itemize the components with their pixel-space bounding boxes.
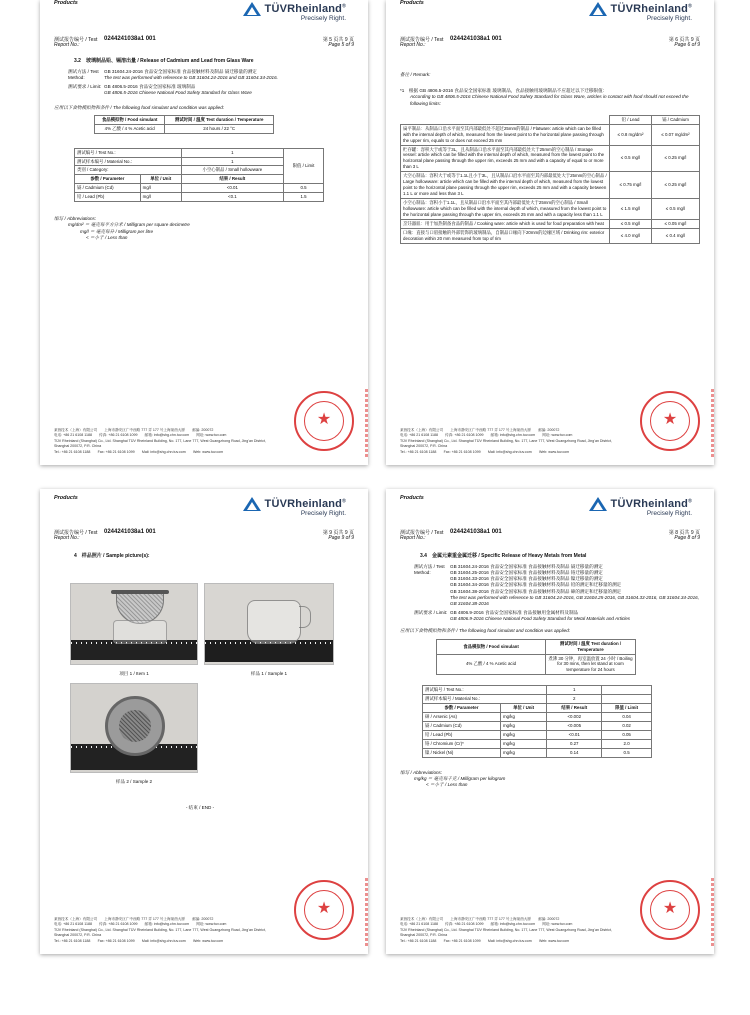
report-page-8: Products TÜVRheinland® Precisely Right. 测试报告编号 / Test 0244241038a1 001 第 8 页共 9 页 Report No.: Page 8 of 9 3.4 金属元素重金属迁移 / Specific Release of Heavy Metals from Metal 测试方法 / Test Method: GB 31604.24-2016 食品安全国家标准 食品接触材料及制品 镉迁移量的测定 GB 31604.25-2016 食品安全国家标准 食品接触材料及制品 铬迁移量的测定 GB 31604.33-2016 食品安全国家标准 食品接触材料及制品 镍迁移量的测定 GB 31604.34-2016 食品安全国家标准 食品接触材料及制品 铅的测定和迁移量的测定 GB 31604.38-2016 食品安全国家标准 食品接触材料及制品 砷的测定和迁移量的测定 The test was performed with reference to GB 31604.24-2016, GB 31604.25-2016, GB 31604.33-2016, GB 31604.34-2016, GB 31604.38-2016 测试要求 / Limit: GB 4806.9-2016 食品安全国家标准 食品接触用金属材料及制品 GB 4806.9-2016 Chinese National Food Safety Standard for Metal Materials and Articles 应用以下食物模拟物和条件 / The following food simulant and condition was applied: 食品模拟物 / Food simulant 测试时间 / 温度 Test duration / Temperature 4% 乙酸 / 4 % Acetic acid 煮沸 30 分钟，再室温放置 24 小时 / Boiling for 30 mins, then let stand at room temperature for 24 hours 测试编号 / Test No.: 1 测试样本编号 / Material No.: 2 参数 / Parameter 单位 / Unit 结果 / Result 限值 / Limit 砷 / Arsenic (As) mg/kg <0.002 0.04 镉 / Cadmium (Cd) mg/kg <0.005 0.02 铅 / Lead (Pb) mg/kg <0.01 0.05 铬 / Chromium (Cr)* mg/kg 0.27 2.0 镍 / Nickel (Ni) mg/kg 0.14 0.5 缩写 / Abbreviations: mg/kg ＝ 毫克每千克 / Milligram per kilogram < ＝小于 / Less than 莱茵技术（上海）有限公司 上海市静安区广中西路 777 弄 177 号上海莱茵大厦 邮编: 200072 电话: +86 21 6108 1188 传真: +86 21 6108 1099 邮箱: info@shg.chn.tuv.com 网址: www.tuv.com TÜV Rheinland (Shanghai) Co., Ltd. Shanghai TÜV Rheinland Building, No. 177, Lane 777, West Guangzhong Road, Jing'an District, Shanghai 200072, P.R. China Tel.: +86 21 6108 1188 Fax: +86 21 6108 1099 Mail: info@shg.chn.tuv.com Web: www.tuv.com ★ [386, 489, 714, 954]
sample-photo-sample-2 [70, 683, 198, 773]
report-number: 0244241038a1 001 [104, 36, 156, 42]
photo-caption-3: 样品 2 / Sample 2 [115, 779, 153, 784]
footer: 莱茵技术（上海）有限公司 上海市静安区广中西路 777 弄 177 号上海莱茵大厦 邮编: 200072 电话: +86 21 6108 1188 传真: +86 21 6108 1099 邮箱: info@shg.chn.tuv.com 网址: www.tuv.com TÜV Rheinland (Shanghai) Co., Ltd. Shanghai TÜV Rheinland Building, No. 177, Lane 777, West Guangzhong Road, Jing'an District, Shanghai 200072, P.R. China Tel.: +86 21 6108 1188 Fax: +86 21 6108 1099 Mail: info@shg.chn.tuv.com Web: www.tuv.com [400, 917, 612, 943]
abbreviations: 缩写 / Abbreviations: mg/dm² ＝ 毫克每平方分米 / Milligram per square decimetre mg/l ＝ 毫克每升 / Milligram per litre < ＝小于 / Less than [54, 216, 190, 240]
sample-photo-sample-1 [204, 583, 334, 665]
limits-table: 铅 / Lead 镉 / Cadmium 扁平制品：从制品口沿水平面至其内部最低处不超过25mm的制品 / Flatware: article which can be filled with the internal depth of which, measured from the lowest point to the horizontal plane passing through the upper rim, equals to or does not exceed 25 mm ≤ 0.8 mg/dm² ≤ 0.07 mg/dm² 贮存罐：容积大于或等于3L，且从制品口沿水平面至其内部最低处大于25mm的空心制品 / Storage vessel: article which can be filled with the internal depth of which, measured from the lowest point to the horizontal plane passing through the upper rim, exceeds 25 mm and with a capacity of equal to or more than 3 L ≤ 0.5 mg/l ≤ 0.25 mg/l 大空心制品：容积大于或等于1.1L且小于3L，且从制品口沿水平面至其内部最低处大于25mm的空心制品 / Large hollowware: article which can be filled with the internal depth of which, measured from the lowest point to the horizontal plane passing through the upper rim, exceeds 25 mm and with a capacity between 1.1 L or more and less than 3 L ≤ 0.75 mg/l ≤ 0.25 mg/l 小空心制品：容积小于1.1L，且从制品口沿水平面至其内部最低处大于25mm的空心制品 / Small hollowware: article which can be filled with the internal depth of which, measured from the lowest point to the horizontal plane passing through the upper rim, exceeds 25 mm and with a capacity less than 1.1 L ≤ 1.5 mg/l ≤ 0.5 mg/l 烹饪器皿：用于加热制备食品的制品 / Cooking ware: article which is used for food preparation with heat ≤ 0.5 mg/l ≤ 0.05 mg/l 口缘：直接与口唇接触的外部装饰的玻璃制品，自制品口缘向下20mm的边缘区域 / Drinking rim: exterior decoration within 20 mm measured from top of rim ≤ 4.0 mg/l ≤ 0.4 mg/l [400, 115, 700, 244]
section-title: 4 样品照片 / Sample picture(s): [74, 553, 150, 559]
footer: 莱茵技术（上海）有限公司 上海市静安区广中西路 777 弄 177 号上海莱茵大厦 邮编: 200072 电话: +86 21 6108 1188 传真: +86 21 6108 1099 邮箱: info@shg.chn.tuv.com 网址: www.tuv.com TÜV Rheinland (Shanghai) Co., Ltd. Shanghai TÜV Rheinland Building, No. 177, Lane 777, West Guangzhong Road, Jing'an District, Shanghai 200072, P.R. China Tel.: +86 21 6108 1188 Fax: +86 21 6108 1099 Mail: info@shg.chn.tuv.com Web: www.tuv.com [400, 428, 612, 454]
footer: 莱茵技术（上海）有限公司 上海市静安区广中西路 777 弄 177 号上海莱茵大厦 邮编: 200072 电话: +86 21 6108 1188 传真: +86 21 6108 1099 邮箱: info@shg.chn.tuv.com 网址: www.tuv.com TÜV Rheinland (Shanghai) Co., Ltd. Shanghai TÜV Rheinland Building, No. 177, Lane 777, West Guangzhong Road, Jing'an District, Shanghai 200072, P.R. China Tel.: +86 21 6108 1188 Fax: +86 21 6108 1099 Mail: info@shg.chn.tuv.com Web: www.tuv.com [54, 428, 266, 454]
report-number: 0244241038a1 001 [450, 36, 502, 42]
condition-intro: 应用以下食物模拟物和条件 / The following food simulant and condition was applied: [54, 104, 225, 110]
tuv-logo: TÜVRheinland® Precisely Right. [243, 497, 346, 517]
condition-table: 食品模拟物 / Food simulant 测试时间 / 温度 Test duration / Temperature 4% 乙酸 / 4 % Acetic acid 24 hours / 22 °C [94, 115, 274, 134]
section-title: 3.2 玻璃制品铅、镉溶出量 / Release of Cadmium and Lead from Glass Ware [74, 58, 254, 64]
company-seal: ★ [294, 880, 354, 940]
table-row: 扁平制品：从制品口沿水平面至其内部最低处不超过25mm的制品 / Flatware: article which can be filled with the internal depth of which, measured from the lowest point to the horizontal plane passing through the upper rim, equals to or does not exceed 25 mm ≤ 0.8 mg/dm² ≤ 0.07 mg/dm² [401, 124, 700, 145]
tuv-triangle-icon [589, 2, 607, 16]
logo-word: TÜVRheinland® [264, 3, 346, 15]
table-row: 铅 / Lead (Pb) mg/kg <0.01 0.05 [423, 731, 652, 740]
photo-caption-2: 样品 1 / Sample 1 [250, 671, 288, 676]
table-row: 砷 / Arsenic (As) mg/kg <0.002 0.04 [423, 713, 652, 722]
table-row: 口缘：直接与口唇接触的外部装饰的玻璃制品，自制品口缘向下20mm的边缘区域 / Drinking rim: exterior decoration within 20 mm measured from top of rim ≤ 4.0 mg/l ≤ 0.4 mg/l [401, 228, 700, 243]
abbreviations: 缩写 / Abbreviations: mg/kg ＝ 毫克每千克 / Milligram per kilogram < ＝小于 / Less than [400, 769, 506, 788]
company-seal: ★ [640, 880, 700, 940]
table-row: 小空心制品：容积小于1.1L，且从制品口沿水平面至其内部最低处大于25mm的空心制品 / Small hollowware: article which can be filled with the internal depth of which, measured from the lowest point to the horizontal plane passing through the upper rim, exceeds 25 mm and with a capacity less than 1.1 L ≤ 1.5 mg/l ≤ 0.5 mg/l [401, 199, 700, 220]
photo-caption-1: 项目 1 / Item 1 [119, 671, 149, 676]
table-row: 镉 / Cadmium (Cd) mg/kg <0.005 0.02 [423, 722, 652, 731]
results-table: 测试编号 / Test No.: 1 限值 / Limit 测试样本编号 / Material No.: 1 类别 / Category: 小空心制品 / Small hollowware 参数 / Parameter 单位 / Unit 结果 / Result 镉 / Cadmium (Cd) mg/l <0.01 0.5 铅 / Lead (Pb) mg/l <0.1 1.5 [74, 148, 324, 203]
table-row: 镍 / Nickel (Ni) mg/kg 0.14 0.5 [423, 748, 652, 757]
logo-tagline: Precisely Right. [300, 15, 346, 22]
page-number-en: Page 5 of 9 [328, 42, 354, 48]
tuv-triangle-icon [243, 2, 261, 16]
table-row: 铬 / Chromium (Cr)* mg/kg 0.27 2.0 [423, 739, 652, 748]
company-seal: ★ [294, 391, 354, 451]
tuv-logo: TÜVRheinland® Precisely Right. [589, 497, 692, 517]
company-seal: ★ [640, 391, 700, 451]
tuv-triangle-icon [589, 497, 607, 511]
seam-seal [365, 878, 368, 948]
seam-seal [365, 389, 368, 459]
header-label: Products [54, 0, 78, 6]
report-page-6: Products TÜVRheinland® Precisely Right. 测试报告编号 / Test 0244241038a1 001 第 6 页共 9 页 Report No.: Page 6 of 9 备注 / Remark: *1 根据 GB 4806.5-2016 食品安全国家标准 玻璃制品，食品接触用玻璃制品不应超过以下迁移限值: According to GB 4806.5-2016 Chinese National Food Safety Standard for Glass Ware, articles in contact with food should not exceed the following limits: 铅 / Lead 镉 / Cadmium 扁平制品：从制品口沿水平面至其内部最低处不超过25mm的制品 / Flatware: article which can be filled with the internal depth of which, measured from the lowest point to the horizontal plane passing through the upper rim, equals to or does not exceed 25 mm ≤ 0.8 mg/dm² ≤ 0.07 mg/dm² 贮存罐：容积大于或等于3L，且从制品口沿水平面至其内部最低处大于25mm的空心制品 / Storage vessel: article which can be filled with the internal depth of which, measured from the lowest point to the horizontal plane passing through the upper rim, exceeds 25 mm and with a capacity of equal to or more than 3 L ≤ 0.5 mg/l ≤ 0.25 mg/l 大空心制品：容积大于或等于1.1L且小于3L，且从制品口沿水平面至其内部最低处大于25mm的空心制品 / Large hollowware: article which can be filled with the internal depth of which, measured from the lowest point to the horizontal plane passing through the upper rim, exceeds 25 mm and with a capacity between 1.1 L or more and less than 3 L ≤ 0.75 mg/l ≤ 0.25 mg/l 小空心制品：容积小于1.1L，且从制品口沿水平面至其内部最低处大于25mm的空心制品 / Small hollowware: article which can be filled with the internal depth of which, measured from the lowest point to the horizontal plane passing through the upper rim, exceeds 25 mm and with a capacity less than 1.1 L ≤ 1.5 mg/l ≤ 0.5 mg/l 烹饪器皿：用于加热制备食品的制品 / Cooking ware: article which is used for food preparation with heat ≤ 0.5 mg/l ≤ 0.05 mg/l 口缘：直接与口唇接触的外部装饰的玻璃制品，自制品口缘向下20mm的边缘区域 / Drinking rim: exterior decoration within 20 mm measured from top of rim ≤ 4.0 mg/l ≤ 0.4 mg/l 莱茵技术（上海）有限公司 上海市静安区广中西路 777 弄 177 号上海莱茵大厦 邮编: 200072 电话: +86 21 6108 1188 传真: +86 21 6108 1099 邮箱: info@shg.chn.tuv.com 网址: www.tuv.com TÜV Rheinland (Shanghai) Co., Ltd. Shanghai TÜV Rheinland Building, No. 177, Lane 777, West Guangzhong Road, Jing'an District, Shanghai 200072, P.R. China Tel.: +86 21 6108 1188 Fax: +86 21 6108 1099 Mail: info@shg.chn.tuv.com Web: www.tuv.com ★ [386, 0, 714, 465]
section-title: 3.4 金属元素重金属迁移 / Specific Release of Heavy Metals from Metal [420, 553, 587, 559]
table-row: 贮存罐：容积大于或等于3L，且从制品口沿水平面至其内部最低处大于25mm的空心制品 / Storage vessel: article which can be filled with the internal depth of which, measured from the lowest point to the horizontal plane passing through the upper rim, exceeds 25 mm and with a capacity of equal to or more than 3 L ≤ 0.5 mg/l ≤ 0.25 mg/l [401, 145, 700, 172]
seam-seal [711, 389, 714, 459]
tuv-logo [243, 2, 346, 22]
footer: 莱茵技术（上海）有限公司 上海市静安区广中西路 777 弄 177 号上海莱茵大厦 邮编: 200072 电话: +86 21 6108 1188 传真: +86 21 6108 1099 邮箱: info@shg.chn.tuv.com 网址: www.tuv.com TÜV Rheinland (Shanghai) Co., Ltd. Shanghai TÜV Rheinland Building, No. 177, Lane 777, West Guangzhong Road, Jing'an District, Shanghai 200072, P.R. China Tel.: +86 21 6108 1188 Fax: +86 21 6108 1099 Mail: info@shg.chn.tuv.com Web: www.tuv.com [54, 917, 266, 943]
table-row: 大空心制品：容积大于或等于1.1L且小于3L，且从制品口沿水平面至其内部最低处大于25mm的空心制品 / Large hollowware: article which can be filled with the internal depth of which, measured from the lowest point to the horizontal plane passing through the upper rim, exceeds 25 mm and with a capacity between 1.1 L or more and less than 3 L ≤ 0.75 mg/l ≤ 0.25 mg/l [401, 172, 700, 199]
end-marker: - 结束 / END - [185, 805, 215, 810]
seam-seal [711, 878, 714, 948]
tuv-logo: TÜVRheinland® Precisely Right. [589, 2, 692, 22]
table-row: 镉 / Cadmium (Cd) mg/l <0.01 0.5 [75, 184, 324, 193]
results-table: 测试编号 / Test No.: 1 测试样本编号 / Material No.: 2 参数 / Parameter 单位 / Unit 结果 / Result 限值 / Limit 砷 / Arsenic (As) mg/kg <0.002 0.04 镉 / Cadmium (Cd) mg/kg <0.005 0.02 铅 / Lead (Pb) mg/kg <0.01 0.05 铬 / Chromium (Cr)* mg/kg 0.27 2.0 镍 / Nickel (Ni) mg/kg 0.14 0.5 [422, 685, 652, 758]
remark-title: 备注 / Remark: [400, 72, 431, 77]
tuv-triangle-icon [243, 497, 261, 511]
report-page-5: Products TÜVRheinland® Precisely Right. 测试报告编号 / Test 0244241038a1 001 第 5 页共 9 页 Report No.: Page 5 of 9 3.2 玻璃制品铅、镉溶出量 / Release of Cadmium and Lead from Glass Ware 测试方法 / Test Method: GB 31604.24-2016 食品安全国家标准 食品接触材料及制品 镉迁移量的测定 The test was performed with reference to GB 31604.24-2016 and GB 31604.34-2016. 测试要求 / Limit: GB 4806.5-2016 食品安全国家标准 玻璃制品 GB 4806.5-2016 Chinese National Food Safety Standard for Glass Ware 应用以下食物模拟物和条件 / The following food simulant and condition was applied: 食品模拟物 / Food simulant 测试时间 / 温度 Test duration / Temperature 4% 乙酸 / 4 % Acetic acid 24 hours / 22 °C 测试编号 / Test No.: 1 限值 / Limit 测试样本编号 / Material No.: 1 类别 / Category: 小空心制品 / Small hollowware 参数 / Parameter 单位 / Unit 结果 / Result 镉 / Cadmium (Cd) mg/l <0.01 0.5 铅 / Lead (Pb) mg/l <0.1 1.5 缩写 / Abbreviations: mg/dm² ＝ 毫克每平方分米 / Milligram per square decimetre mg/l ＝ 毫克每升 / Milligram per litre < ＝小于 / Less than 莱茵技术（上海）有限公司 上海市静安区广中西路 777 弄 177 号上海莱茵大厦 邮编: 200072 电话: +86 21 6108 1188 传真: +86 21 6108 1099 邮箱: info@shg.chn.tuv.com 网址: www.tuv.com TÜV Rheinland (Shanghai) Co., Ltd. Shanghai TÜV Rheinland Building, No. 177, Lane 777, West Guangzhong Road, Jing'an District, Shanghai 200072, P.R. China Tel.: +86 21 6108 1188 Fax: +86 21 6108 1099 Mail: info@shg.chn.tuv.com Web: www.tuv.com ★ [40, 0, 368, 465]
sample-photo-item-1 [70, 583, 198, 665]
table-row: 铅 / Lead (Pb) mg/l <0.1 1.5 [75, 193, 324, 202]
header-label: Products [400, 0, 424, 6]
report-page-9: Products TÜVRheinland® Precisely Right. 测试报告编号 / Test 0244241038a1 001 第 9 页共 9 页 Report No.: Page 9 of 9 4 样品照片 / Sample picture(s): 项目 1 / Item 1 样品 1 / Sample 1 样品 2 / Sample 2 - 结束 / END - 莱茵技术（上海）有限公司 上海市静安区广中西路 777 弄 177 号上海莱茵大厦 邮编: 200072 电话: +86 21 6108 1188 传真: +86 21 6108 1099 邮箱: info@shg.chn.tuv.com 网址: www.tuv.com TÜV Rheinland (Shanghai) Co., Ltd. Shanghai TÜV Rheinland Building, No. 177, Lane 777, West Guangzhong Road, Jing'an District, Shanghai 200072, P.R. China Tel.: +86 21 6108 1188 Fax: +86 21 6108 1099 Mail: info@shg.chn.tuv.com Web: www.tuv.com ★ [40, 489, 368, 954]
condition-table: 食品模拟物 / Food simulant 测试时间 / 温度 Test duration / Temperature 4% 乙酸 / 4 % Acetic acid 煮沸 30 分钟，再室温放置 24 小时 / Boiling for 30 mins, then let stand at room temperature for 24 hours [436, 639, 636, 676]
table-row: 烹饪器皿：用于加热制备食品的制品 / Cooking ware: article which is used for food preparation with heat ≤ 0.5 mg/l ≤ 0.05 mg/l [401, 219, 700, 228]
page-number-cn: 第 5 页共 9 页 [322, 37, 354, 43]
